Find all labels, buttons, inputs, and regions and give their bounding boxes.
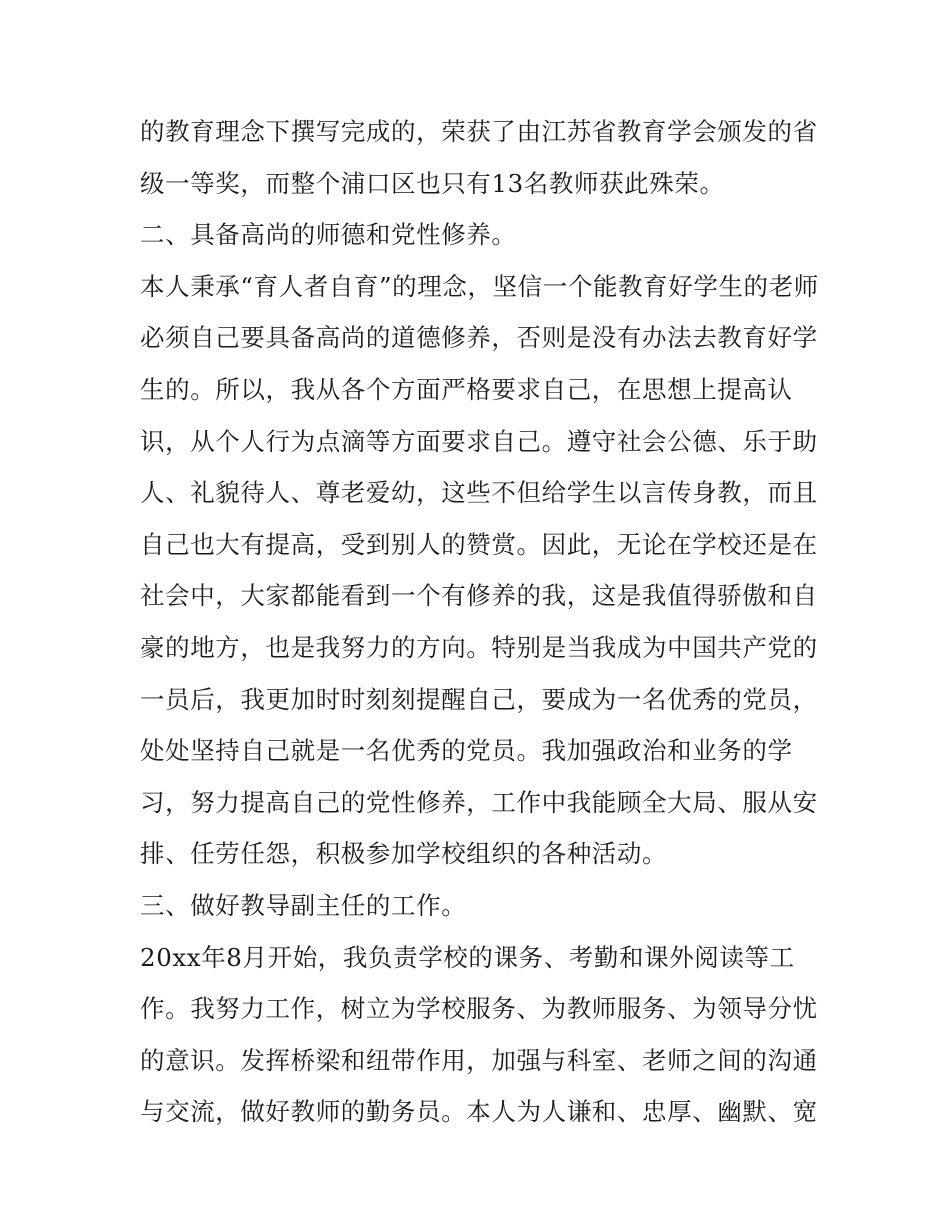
text-line: 处处坚持自己就是一名优秀的党员。我加强政治和业务的学 bbox=[140, 736, 793, 766]
body-text bbox=[140, 106, 820, 1138]
text-line: 习，努力提高自己的党性修养，工作中我能顾全大局、服从安 bbox=[140, 787, 818, 817]
text-line: 作。我努力工作，树立为学校服务、为教师服务、为领导分忧 bbox=[140, 994, 818, 1024]
text-line: 识，从个人行为点滴等方面要求自己。遵守社会公德、乐于助 bbox=[140, 426, 818, 456]
text-line: 豪的地方，也是我努力的方向。特别是当我成为中国共产党的 bbox=[140, 632, 818, 662]
text-line: 人、礼貌待人、尊老爱幼，这些不但给学生以言传身教，而且 bbox=[140, 478, 818, 508]
section-heading: 三、做好教导副主任的工作。 bbox=[140, 890, 467, 920]
text-line: 本人秉承“育人者自育”的理念，坚信一个能教育好学生的老师 bbox=[140, 271, 819, 301]
text-line: 级一等奖，而整个浦口区也只有13名教师获此殊荣。 bbox=[140, 168, 725, 198]
text-line: 生的。所以，我从各个方面严格要求自己，在思想上提高认 bbox=[140, 374, 793, 404]
text-line: 的教育理念下撰写完成的，荣获了由江苏省教育学会颁发的省 bbox=[140, 117, 818, 146]
text-line: 与交流，做好教师的勤务员。本人为人谦和、忠厚、幽默、宽 bbox=[140, 1097, 818, 1127]
text-line: 自己也大有提高，受到别人的赞赏。因此，无论在学校还是在 bbox=[140, 529, 818, 559]
text-line: 排、任劳任怨，积极参加学校组织的各种活动。 bbox=[140, 839, 668, 869]
text-line: 一员后，我更加时时刻刻提醒自己，要成为一名优秀的党员， bbox=[140, 684, 818, 714]
text-line: 的意识。发挥桥梁和纽带作用，加强与科室、老师之间的沟通 bbox=[140, 1045, 818, 1075]
section-heading: 二、具备高尚的师德和党性修养。 bbox=[140, 220, 517, 250]
text-line: 20xx年8月开始，我负责学校的课务、考勤和课外阅读等工 bbox=[140, 942, 795, 972]
text-line: 社会中，大家都能看到一个有修养的我，这是我值得骄傲和自 bbox=[140, 581, 818, 611]
text-line: 必须自己要具备高尚的道德修养，否则是没有办法去教育好学 bbox=[140, 323, 818, 353]
